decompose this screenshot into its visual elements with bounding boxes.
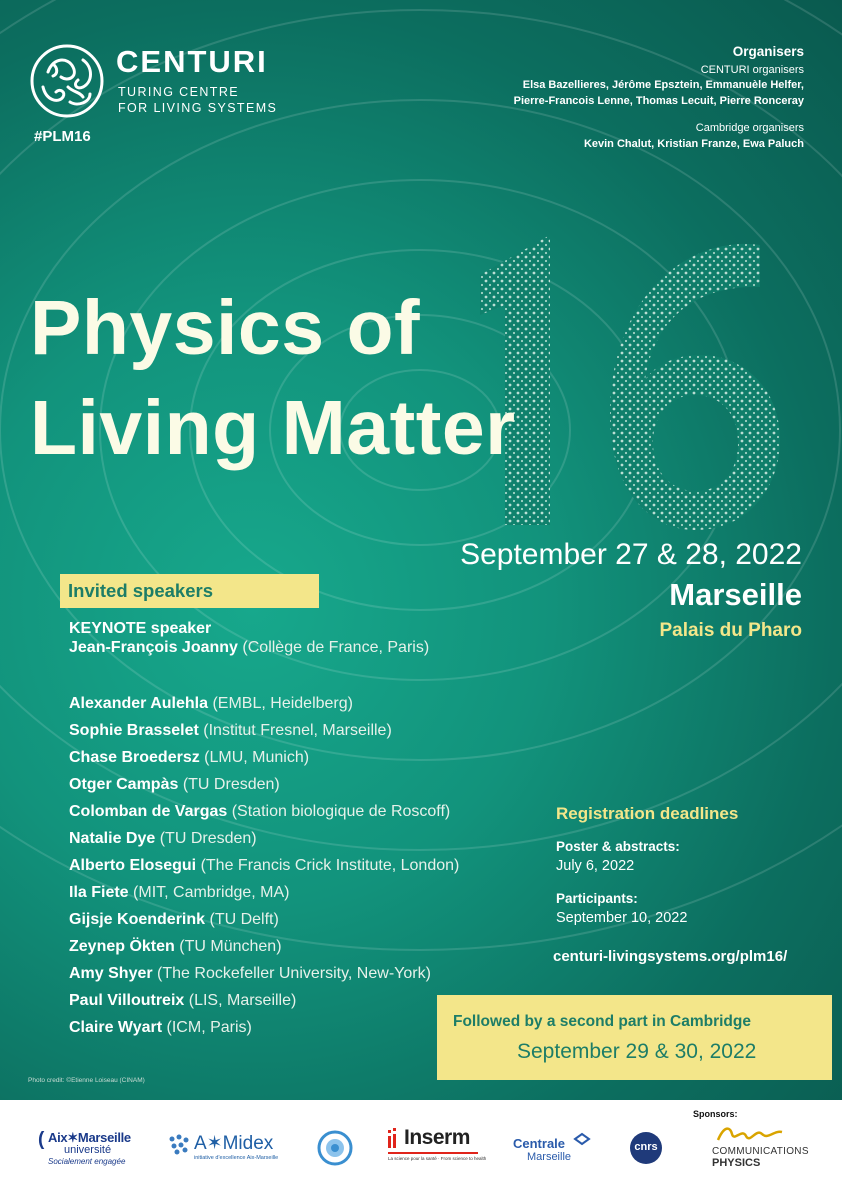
speaker-affiliation: (The Francis Crick Institute, London) bbox=[200, 857, 460, 874]
communications-physics-logo bbox=[712, 1124, 812, 1168]
speaker-affiliation: (TU Delft) bbox=[209, 911, 279, 928]
centrale-arrow-icon bbox=[573, 1132, 591, 1146]
speaker-affiliation: (EMBL, Heidelberg) bbox=[212, 695, 353, 712]
speaker-affiliation: (TU München) bbox=[179, 938, 282, 955]
organisers-heading: Organisers bbox=[732, 44, 804, 59]
registration-block bbox=[556, 804, 738, 942]
amu-tagline: Socialement engagée bbox=[48, 1157, 126, 1166]
amu-subname: université bbox=[64, 1144, 112, 1156]
logo-tagline: TURING CENTRE FOR LIVING SYSTEMS bbox=[118, 85, 278, 115]
cambridge-organisers-label: Cambridge organisers bbox=[695, 122, 804, 134]
speakers-list bbox=[69, 620, 459, 1041]
invited-speakers-banner bbox=[60, 574, 319, 608]
organisers-block bbox=[384, 44, 804, 152]
keynote-speaker bbox=[69, 638, 459, 658]
hashtag: #PLM16 bbox=[34, 128, 91, 145]
cambridge-part-box bbox=[437, 995, 832, 1080]
seal-icon bbox=[317, 1130, 353, 1166]
list-item bbox=[69, 744, 459, 771]
participants-deadline-date: September 10, 2022 bbox=[556, 910, 688, 926]
poster-title: Physics of Living Matter bbox=[30, 285, 516, 471]
list-item bbox=[69, 771, 459, 798]
cnrs-logo bbox=[630, 1124, 664, 1168]
commphys-swirl-icon bbox=[716, 1124, 784, 1146]
speaker-name: Gijsje Koenderink bbox=[69, 911, 206, 928]
registration-heading: Registration deadlines bbox=[556, 804, 739, 823]
speaker-affiliation: (MIT, Cambridge, MA) bbox=[133, 884, 290, 901]
inserm-mark-icon bbox=[388, 1128, 402, 1150]
cambridge-part-date: September 29 & 30, 2022 bbox=[517, 1040, 757, 1063]
speaker-affiliation: (Station biologique de Roscoff) bbox=[231, 803, 451, 820]
amidex-dots-icon bbox=[168, 1133, 190, 1155]
event-venue: Palais du Pharo bbox=[659, 620, 802, 641]
speaker-affiliation: (LMU, Munich) bbox=[204, 749, 310, 766]
centuri-organisers-label: CENTURI organisers bbox=[700, 63, 804, 76]
list-item bbox=[69, 960, 459, 987]
list-item bbox=[69, 987, 459, 1014]
centuri-organisers-names: Elsa Bazellieres, Jérôme Epsztein, Emmanuèle Helfer, Pierre-Francois Lenne, Thomas Lecuit, Pierre Ronceray bbox=[513, 79, 804, 107]
speaker-name: Alexander Aulehla bbox=[69, 695, 209, 712]
amu-bracket-icon: ( bbox=[38, 1129, 45, 1150]
cambridge-organisers-names: Kevin Chalut, Kristian Franze, Ewa Paluch bbox=[583, 137, 804, 150]
event-city: Marseille bbox=[669, 577, 802, 612]
amidex-name: A✶Midex bbox=[194, 1133, 274, 1154]
list-item bbox=[69, 717, 459, 744]
list-item bbox=[69, 798, 459, 825]
speaker-name: Natalie Dye bbox=[69, 830, 156, 847]
speaker-affiliation: (TU Dresden) bbox=[182, 776, 280, 793]
speaker-name: Otger Campàs bbox=[69, 776, 179, 793]
speaker-name: Paul Villoutreix bbox=[69, 992, 185, 1009]
logo-wordmark: CENTURI bbox=[116, 44, 268, 79]
speaker-name: Alberto Elosegui bbox=[69, 857, 197, 874]
event-date: September 27 & 28, 2022 bbox=[460, 538, 802, 571]
sponsors-label: Sponsors: bbox=[693, 1109, 738, 1119]
poster-deadline-label: Poster & abstracts: bbox=[556, 839, 680, 854]
amu-logo bbox=[38, 1124, 148, 1168]
participants-deadline-label: Participants: bbox=[556, 891, 638, 906]
speaker-name: Colomban de Vargas bbox=[69, 803, 228, 820]
centrale-city: Marseille bbox=[527, 1151, 572, 1163]
photo-credit: Photo credit: ©Etienne Loiseau (CINAM) bbox=[28, 1077, 145, 1084]
inserm-divider bbox=[388, 1152, 478, 1154]
inserm-logo bbox=[388, 1124, 487, 1168]
speaker-name: Sophie Brasselet bbox=[69, 722, 199, 739]
list-item bbox=[69, 690, 459, 717]
amidex-tagline: initiative d'excellence Aix-Marseille bbox=[194, 1155, 279, 1161]
speaker-name: Claire Wyart bbox=[69, 1019, 163, 1036]
list-item bbox=[69, 1014, 459, 1041]
list-item bbox=[69, 879, 459, 906]
list-item bbox=[69, 825, 459, 852]
amidex-logo bbox=[168, 1124, 288, 1168]
speaker-affiliation: (The Rockefeller University, New-York) bbox=[157, 965, 431, 982]
centrale-marseille-logo bbox=[513, 1124, 593, 1168]
inserm-name: Inserm bbox=[404, 1126, 470, 1149]
list-item bbox=[69, 852, 459, 879]
speaker-name: Zeynep Ökten bbox=[69, 938, 175, 955]
commphys-line1: COMMUNICATIONS bbox=[712, 1146, 809, 1157]
invited-speakers-heading: Invited speakers bbox=[68, 580, 213, 601]
university-seal-logo bbox=[317, 1124, 353, 1168]
speaker-name: Ila Fiete bbox=[69, 884, 129, 901]
list-item bbox=[69, 906, 459, 933]
poster-deadline-date: July 6, 2022 bbox=[556, 858, 635, 874]
amu-name: Aix✶Marseille bbox=[48, 1130, 131, 1145]
speaker-affiliation: (Collège de France, Paris) bbox=[242, 639, 430, 656]
registration-url-link[interactable]: centuri-livingsystems.org/plm16/ bbox=[553, 948, 788, 965]
speaker-name: Chase Broedersz bbox=[69, 749, 200, 766]
commphys-line2: PHYSICS bbox=[712, 1157, 761, 1169]
speaker-affiliation: (TU Dresden) bbox=[159, 830, 257, 847]
speaker-name: Amy Shyer bbox=[69, 965, 153, 982]
speaker-name: Jean-François Joanny bbox=[69, 639, 238, 656]
inserm-tagline: La science pour la santé · From science to health bbox=[388, 1156, 487, 1161]
speaker-affiliation: (Institut Fresnel, Marseille) bbox=[203, 722, 392, 739]
cambridge-part-text: Followed by a second part in Cambridge bbox=[453, 1013, 751, 1030]
centuri-logo-icon bbox=[28, 42, 106, 120]
list-item bbox=[69, 933, 459, 960]
centrale-name: Centrale bbox=[513, 1136, 566, 1151]
cnrs-name: cnrs bbox=[634, 1141, 658, 1153]
keynote-label: KEYNOTE speaker bbox=[69, 620, 212, 637]
speaker-affiliation: (LIS, Marseille) bbox=[188, 992, 297, 1009]
speaker-affiliation: (ICM, Paris) bbox=[166, 1019, 252, 1036]
